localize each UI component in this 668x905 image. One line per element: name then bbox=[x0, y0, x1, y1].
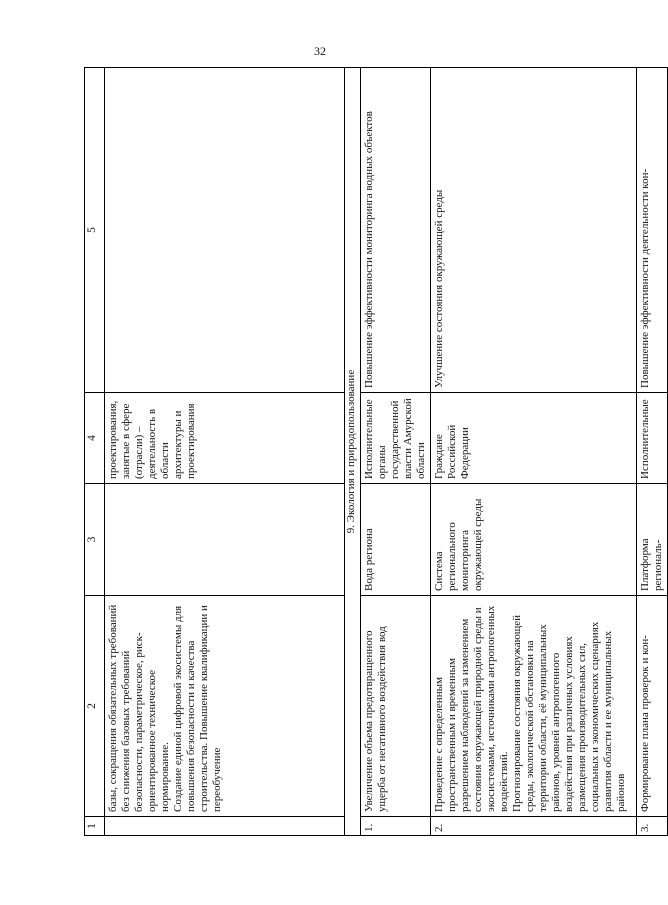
row-description-cell bbox=[361, 596, 431, 817]
header-cell-3: 3 bbox=[85, 484, 105, 596]
continuation-num-cell bbox=[105, 817, 345, 836]
table-row bbox=[431, 68, 637, 836]
section-row bbox=[345, 68, 361, 836]
measures-table bbox=[84, 67, 668, 836]
continuation-col3-cell bbox=[105, 484, 345, 596]
continuation-col2-para: базы, сокращения обязательных требований без снижения базовых требований безопасности, параметрическое, риск-ориентированное техническое нормирование. bbox=[107, 604, 171, 812]
row-number: 1. bbox=[361, 817, 431, 836]
row-description-cell bbox=[637, 596, 668, 817]
row-object-cell: Система регионального мониторинга окружающей среды bbox=[431, 484, 637, 596]
row-description-cell bbox=[431, 596, 637, 817]
rotated-table-container bbox=[84, 68, 664, 836]
row-effect-cell: Повышение эффективности деятельности кон- bbox=[637, 68, 668, 393]
header-cell-4: 4 bbox=[85, 393, 105, 484]
row-description-para: Прогнозирование состояния окружающей среды, экологической обстановки на территории области, её муниципальных районов, уровней антропогенного воздействия при различных условиях размещения производительных сил, социальных и экономических сценариях развития области и ее муниципальных районов bbox=[511, 614, 627, 812]
row-number: 2. bbox=[431, 817, 637, 836]
table-row bbox=[361, 68, 431, 836]
row-description-para: Увеличение объема предотвращенного ущерба от негативного воздействия вод bbox=[363, 626, 388, 812]
continuation-col2-para: Создание единой цифровой экосистемы для повышения безопасности и качества строительства. Повышение квалификации и переобучение bbox=[172, 605, 223, 812]
table-row bbox=[637, 68, 668, 836]
page-number: 32 bbox=[314, 44, 326, 58]
section-title: 9. Экология и природопользование bbox=[345, 68, 361, 836]
header-cell-5: 5 bbox=[85, 68, 105, 393]
row-beneficiary-cell: Исполнительные bbox=[637, 393, 668, 484]
row-object-cell: Вода региона bbox=[361, 484, 431, 596]
header-cell-1: 1 bbox=[85, 817, 105, 836]
continuation-col2-cell bbox=[105, 596, 345, 817]
continuation-col4-cell: проектирования, занятые в сфере (отрасли) – деятельность в области архитектуры и проектирования bbox=[105, 393, 345, 484]
row-description-para: Формирование плана проверок и кон- bbox=[639, 635, 651, 812]
row-effect-cell: Улучшение состояния окружающей среды bbox=[431, 68, 637, 393]
row-beneficiary-cell: Граждане Российской Федерации bbox=[431, 393, 637, 484]
continuation-col5-cell bbox=[105, 68, 345, 393]
row-description-para: Проведение с определенным пространственным и временным разрешением наблюдений за изменением состояния окружающей природной среды и экосистемами, источниками антропогенных воздействий. bbox=[433, 605, 510, 812]
continuation-row bbox=[105, 68, 345, 836]
row-number: 3. bbox=[637, 817, 668, 836]
header-row bbox=[85, 68, 105, 836]
header-cell-2: 2 bbox=[85, 596, 105, 817]
row-beneficiary-cell: Исполнительные органы государственной власти Амурской области bbox=[361, 393, 431, 484]
row-object-cell: Платформа региональ- bbox=[637, 484, 668, 596]
row-effect-cell: Повышение эффективности мониторинга водных объектов bbox=[361, 68, 431, 393]
